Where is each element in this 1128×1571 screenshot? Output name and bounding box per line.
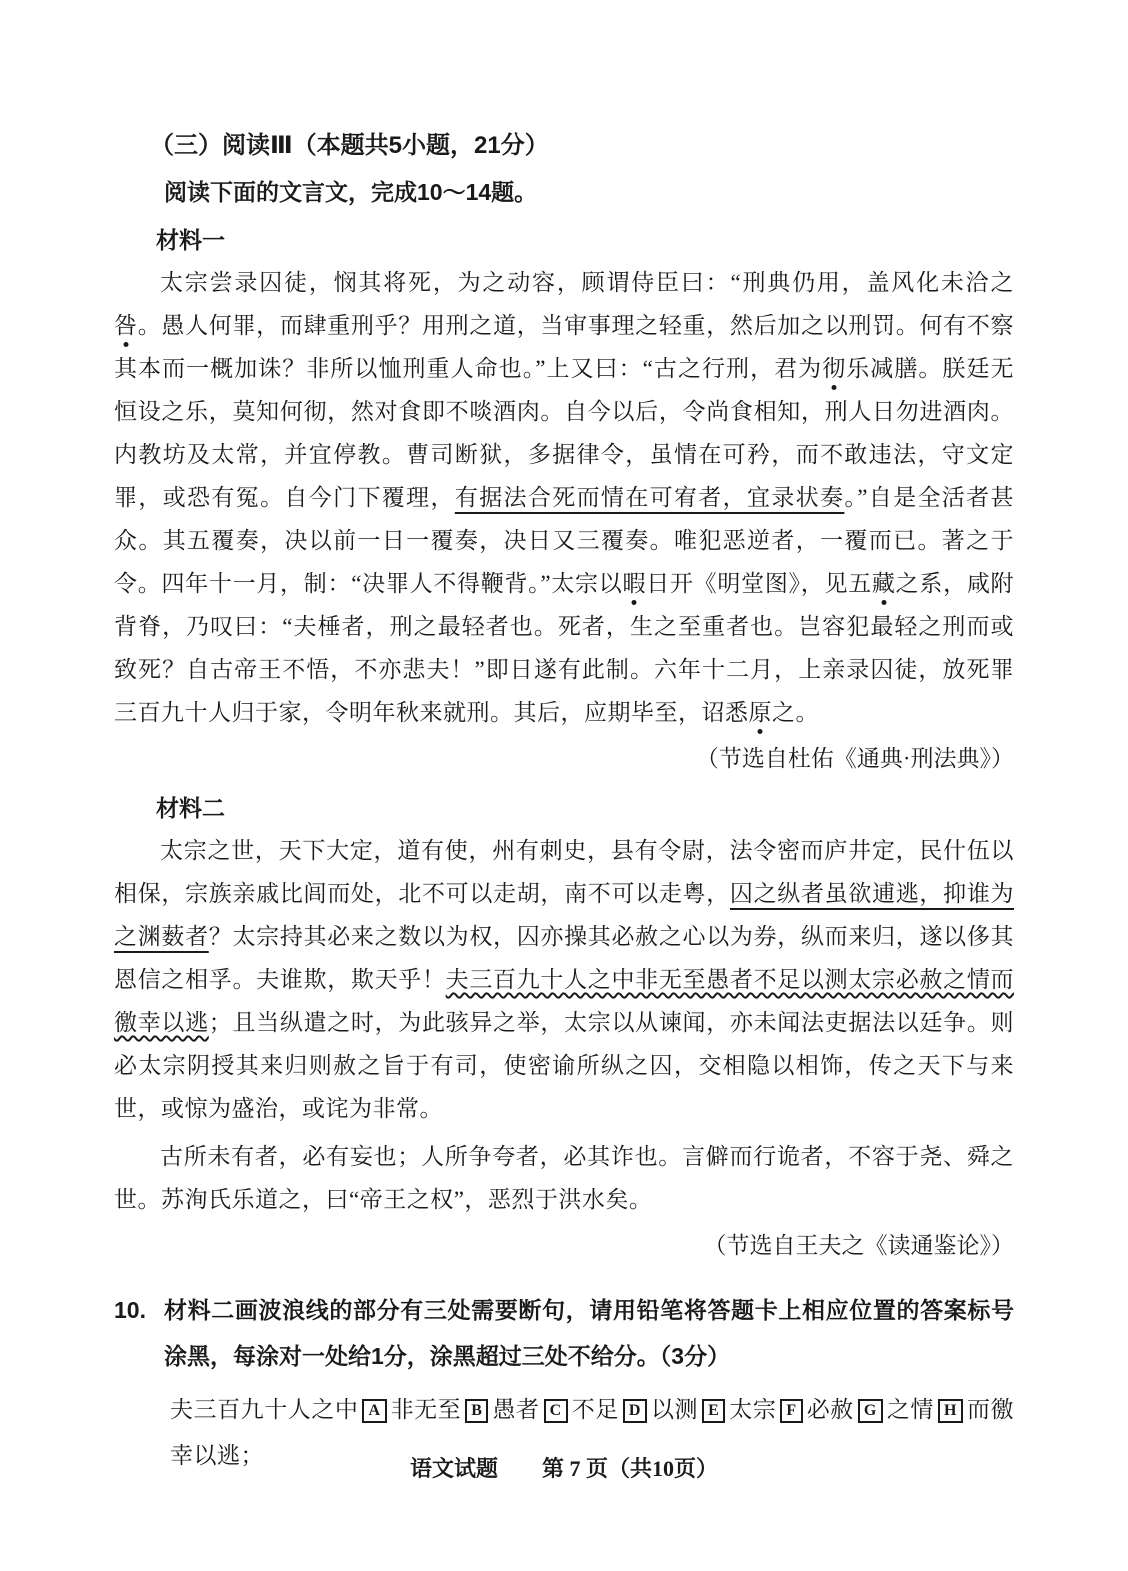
text-run: 咎: [114, 313, 138, 338]
answer-mark-G: G: [858, 1399, 883, 1423]
material-two-paragraph-2: 古所未有者，必有妄也；人所争夸者，必其诈也。言僻而行诡者，不容于尧、舜之世。苏洵氏乐道之，曰“帝王之权”，恶烈于洪水矣。: [114, 1144, 1014, 1212]
text-run: 愚者: [492, 1397, 540, 1422]
answer-mark-H: H: [938, 1399, 963, 1423]
text-run: 夫三百九十人之中: [170, 1397, 359, 1422]
material-one-paragraph: [114, 261, 1014, 734]
text-run: 而徼幸以逃；: [170, 1397, 1015, 1468]
answer-mark-F: F: [780, 1399, 802, 1423]
answer-mark-B: B: [465, 1399, 488, 1423]
section-intro: 阅读下面的文言文，完成10～14题。: [164, 179, 538, 205]
material-one-label: 材料一: [156, 227, 225, 253]
text-run: ；且当纵遣之时，为此骇异之举，太宗以从谏闻，亦未闻法吏据法以廷争。则必太宗阴授其来归则赦之旨于有司，使密谕所纵之囚，交相隐以相饰，传之天下与来世，或惊为盛治，或诧为非常。: [114, 1010, 1015, 1121]
text-run: 不足: [571, 1397, 619, 1422]
text-run: 暇: [622, 571, 647, 596]
material-one-attribution: （节选自杜佑《通典·刑法典》）: [695, 746, 1014, 771]
text-run: 有据法合死而情在可宥者，宜录状奏: [454, 485, 845, 510]
answer-mark-A: A: [362, 1399, 386, 1423]
answer-mark-D: D: [623, 1399, 647, 1423]
text-run: 太宗尝录囚徒，悯其将死，为之动容，顾谓侍臣曰：“刑典仍用，盖风化未洽之: [160, 270, 1014, 295]
question-10-text: 材料二画波浪线的部分有三处需要断句，请用铅笔将答题卡上相应位置的答案标号涂黑，每涂对一处给1分，涂黑超过三处不给分。（3分）: [164, 1297, 1014, 1369]
text-run: 之系，咸附背脊，乃叹曰：“夫棰者，刑之最轻者也。死者，生之至重者也。岂容犯最轻之刑而或致死？自古帝王不悟，不亦悲夫！”即日遂有此制。六年十二月，上亲录囚徒，放死罪三百九十人归于家，令明年秋来就刑。其后，应期毕至，诏悉: [114, 571, 1015, 725]
text-run: 以测: [650, 1397, 699, 1422]
text-run: 囚之纵者虽欲逋逃，抑谁为之渊薮者: [114, 881, 1015, 949]
text-run: 之。: [772, 700, 819, 725]
text-run: 藏: [871, 571, 896, 596]
text-run: 日开《明堂图》，见五: [646, 571, 872, 596]
text-run: ？太宗持其必来之数以为权，囚亦操其必赦之心以为券，纵而来归，遂以侈其恩信之相孚。夫谁欺，欺天乎！: [114, 924, 1015, 992]
text-run: 太宗之世，天下大定，道有使，州有刺史，县有令尉，法令密而庐井定，民什伍以相保，宗族亲戚比闾而处，北不可以走胡，南不可以走粤，: [114, 838, 1014, 906]
question-10: [114, 1287, 1014, 1379]
material-two-label: 材料二: [156, 795, 225, 821]
question-10-number: 10.: [114, 1297, 146, 1323]
answer-mark-E: E: [702, 1399, 725, 1423]
text-run: 太宗: [729, 1397, 777, 1422]
text-run: 。”自是全活者甚众。其五覆奏，决以前一日一覆奏，决日又三覆奏。唯犯恶逆者，一覆而已。著之于令。四年十一月，制：“决罪人不得鞭背。”太宗以: [114, 485, 1015, 596]
section-heading: （三）阅读Ⅲ（本题共5小题，21分）: [150, 132, 549, 159]
text-run: 之情: [886, 1397, 934, 1422]
page-footer: 语文试题 第 7 页（共10页）: [409, 1456, 718, 1481]
answer-mark-C: C: [544, 1399, 568, 1423]
text-run: 夫三百九十人之中非无至愚者不足以测太宗必赦之情而徼幸以逃: [114, 967, 1015, 1035]
material-two-attribution: （节选自王夫之《读通鉴论》）: [703, 1233, 1014, 1258]
text-run: 必赦: [806, 1397, 854, 1422]
text-run: 原: [748, 700, 772, 725]
text-run: 非无至: [390, 1397, 462, 1422]
text-run: 彻: [822, 356, 847, 381]
material-two-paragraph-1: [114, 829, 1014, 1130]
text-run: 乐减膳。朕廷无恒设之乐，莫知何彻，然对食即不啖酒肉。自今以后，令尚食相知，刑人日勿进酒肉。内教坊及太常，并宜停教。曹司断狱，多据律令，虽情在可矜，而不敢违法，守文定罪，或恐有冤。自今门下覆理，: [114, 356, 1015, 510]
text-run: 。愚人何罪，而肆重刑乎？用刑之道，当审事理之轻重，然后加之以刑罚。何有不察其本而一概加诛？非所以恤刑重人命也。”上又曰：“古之行刑，君为: [114, 313, 1015, 381]
